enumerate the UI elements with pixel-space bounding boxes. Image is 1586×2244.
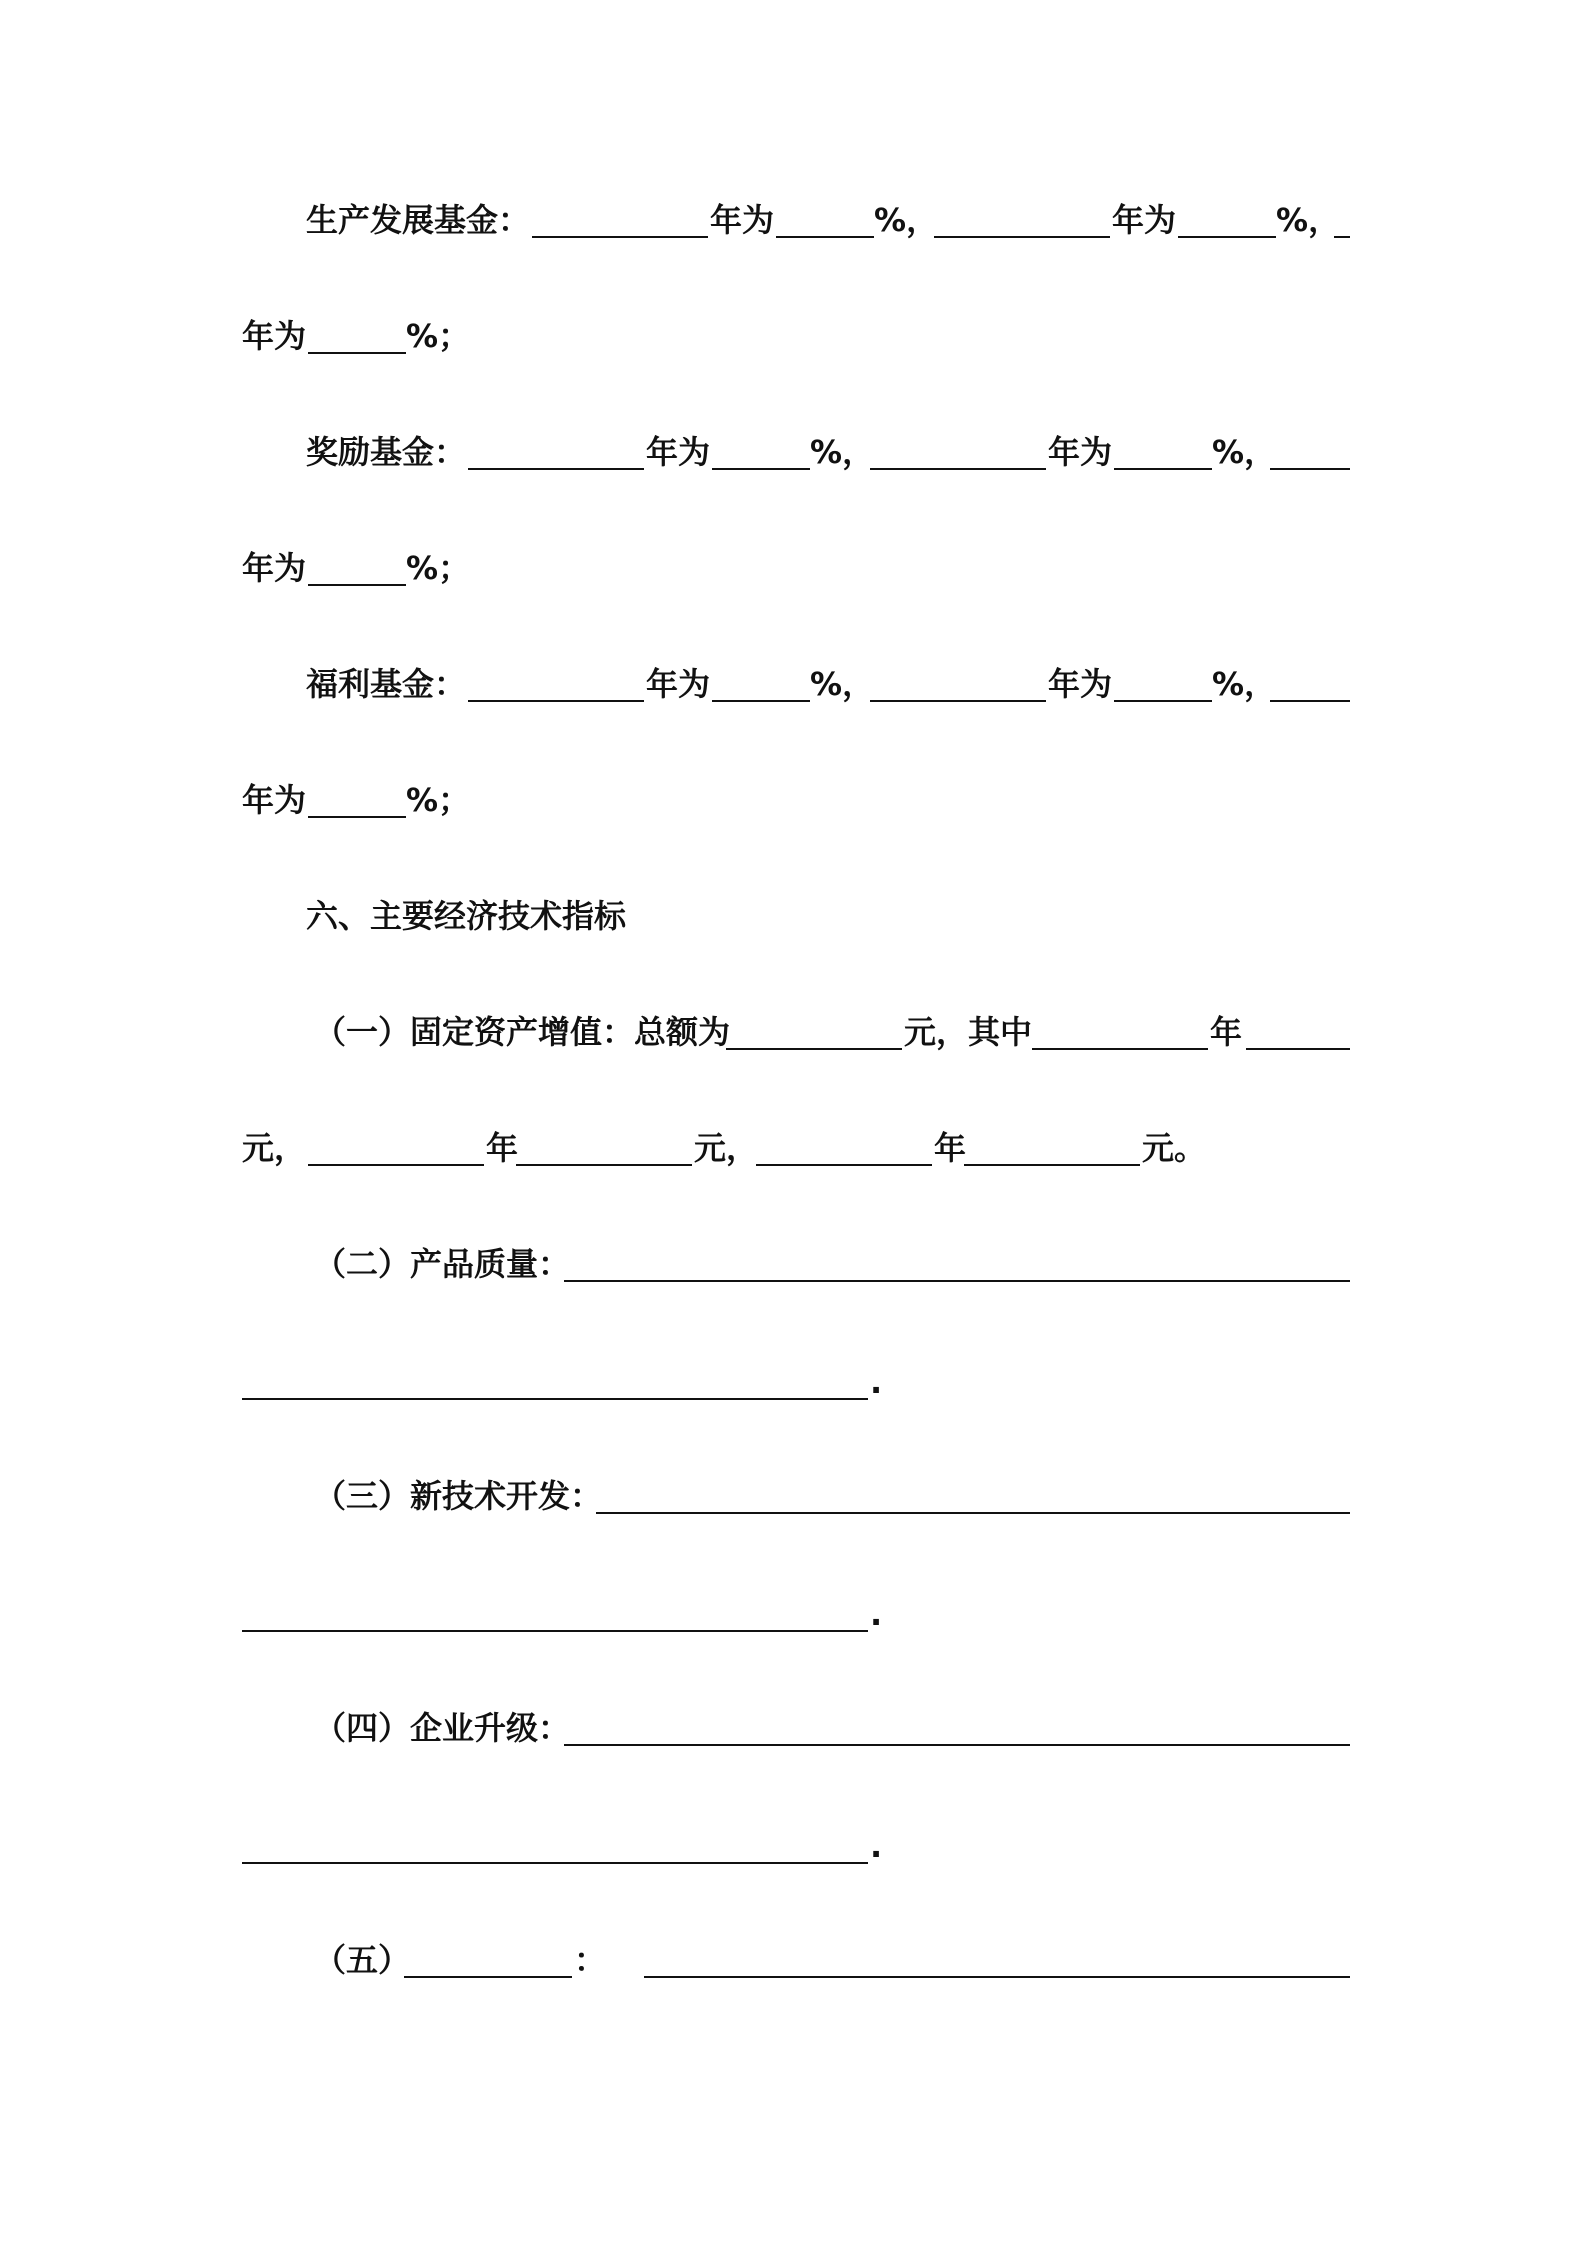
- upgrade-label: （四）企业升级：: [314, 1709, 571, 1747]
- fixed-assets-line-2: [240, 1118, 1350, 1178]
- fifth-item-line: [240, 1930, 1350, 1990]
- welfare-fund-year2-field[interactable]: [870, 700, 1046, 702]
- fifth-item-value-field[interactable]: [644, 1976, 1350, 1978]
- percent-semicolon-text: %；: [406, 549, 471, 587]
- percent-comma-text: %，: [810, 665, 875, 703]
- quality-field-continued[interactable]: [242, 1398, 868, 1400]
- yuan-comma-text: 元，: [242, 1129, 307, 1167]
- yuan-comma-of-text: 元，其中: [904, 1013, 1033, 1051]
- upgrade-line-1: [240, 1698, 1350, 1758]
- fixed-assets-year2-field[interactable]: [308, 1164, 484, 1166]
- production-fund-label: 生产发展基金：: [306, 201, 531, 239]
- bonus-fund-line-2: [240, 538, 1350, 598]
- year-as-text: 年为: [646, 433, 711, 471]
- bonus-fund-year3-field[interactable]: [1270, 468, 1350, 470]
- section-6-heading-row: [240, 886, 1350, 946]
- fixed-assets-amount1-field[interactable]: [1246, 1048, 1350, 1050]
- year-as-text: 年为: [710, 201, 775, 239]
- percent-semicolon-text: %；: [406, 317, 471, 355]
- fixed-assets-label: （一）固定资产增值：总额为: [314, 1013, 731, 1051]
- year-text: 年: [1210, 1013, 1243, 1051]
- fixed-assets-total-field[interactable]: [726, 1048, 902, 1050]
- percent-comma-text: %，: [1212, 665, 1277, 703]
- new-tech-line-2: [240, 1584, 1350, 1644]
- percent-comma-text: %，: [1276, 201, 1341, 239]
- bonus-fund-year2-field[interactable]: [870, 468, 1046, 470]
- fixed-assets-year1-field[interactable]: [1032, 1048, 1208, 1050]
- new-tech-label: （三）新技术开发：: [314, 1477, 603, 1515]
- bonus-fund-year1-field[interactable]: [468, 468, 644, 470]
- fixed-assets-amount3-field[interactable]: [964, 1164, 1140, 1166]
- year-as-text: 年为: [1048, 433, 1113, 471]
- production-fund-year2-field[interactable]: [934, 236, 1110, 238]
- welfare-fund-year1-field[interactable]: [468, 700, 644, 702]
- year-as-text: 年为: [242, 549, 307, 587]
- fifth-item-name-field[interactable]: [404, 1976, 572, 1978]
- new-tech-field[interactable]: [596, 1512, 1350, 1514]
- colon-text: ：: [574, 1941, 607, 1979]
- production-fund-year3-field[interactable]: [1334, 236, 1350, 238]
- period-text: .: [870, 1827, 883, 1865]
- fixed-assets-line-1: [240, 1002, 1350, 1062]
- welfare-fund-pct1-field[interactable]: [712, 700, 810, 702]
- production-fund-line-1: [240, 190, 1350, 250]
- fixed-assets-amount2-field[interactable]: [516, 1164, 692, 1166]
- production-fund-pct1-field[interactable]: [776, 236, 874, 238]
- period-text: .: [870, 1363, 883, 1401]
- percent-comma-text: %，: [810, 433, 875, 471]
- year-as-text: 年为: [242, 317, 307, 355]
- new-tech-line-1: [240, 1466, 1350, 1526]
- quality-field[interactable]: [564, 1280, 1350, 1282]
- year-as-text: 年为: [1048, 665, 1113, 703]
- section-heading: 六、主要经济技术指标: [306, 897, 627, 935]
- yuan-end-text: 元。: [1142, 1129, 1207, 1167]
- upgrade-field[interactable]: [564, 1744, 1350, 1746]
- quality-line-2: [240, 1352, 1350, 1412]
- welfare-fund-line-1: [240, 654, 1350, 714]
- year-as-text: 年为: [1112, 201, 1177, 239]
- fifth-item-label: （五）: [314, 1941, 411, 1979]
- bonus-fund-line-1: [240, 422, 1350, 482]
- percent-comma-text: %，: [1212, 433, 1277, 471]
- welfare-fund-label: 福利基金：: [306, 665, 467, 703]
- welfare-fund-pct3-field[interactable]: [308, 816, 406, 818]
- upgrade-line-2: [240, 1816, 1350, 1876]
- welfare-fund-line-2: [240, 770, 1350, 830]
- production-fund-pct2-field[interactable]: [1178, 236, 1276, 238]
- period-text: .: [870, 1595, 883, 1633]
- year-as-text: 年为: [242, 781, 307, 819]
- welfare-fund-pct2-field[interactable]: [1114, 700, 1212, 702]
- year-text: 年: [934, 1129, 967, 1167]
- production-fund-pct3-field[interactable]: [308, 352, 406, 354]
- production-fund-line-2: [240, 306, 1350, 366]
- upgrade-field-continued[interactable]: [242, 1862, 868, 1864]
- bonus-fund-pct3-field[interactable]: [308, 584, 406, 586]
- quality-line-1: [240, 1234, 1350, 1294]
- bonus-fund-label: 奖励基金：: [306, 433, 467, 471]
- bonus-fund-pct1-field[interactable]: [712, 468, 810, 470]
- bonus-fund-pct2-field[interactable]: [1114, 468, 1212, 470]
- fixed-assets-year3-field[interactable]: [756, 1164, 932, 1166]
- year-text: 年: [486, 1129, 519, 1167]
- yuan-comma-text: 元，: [694, 1129, 759, 1167]
- production-fund-year1-field[interactable]: [532, 236, 708, 238]
- new-tech-field-continued[interactable]: [242, 1630, 868, 1632]
- year-as-text: 年为: [646, 665, 711, 703]
- percent-comma-text: %，: [874, 201, 939, 239]
- quality-label: （二）产品质量：: [314, 1245, 571, 1283]
- percent-semicolon-text: %；: [406, 781, 471, 819]
- welfare-fund-year3-field[interactable]: [1270, 700, 1350, 702]
